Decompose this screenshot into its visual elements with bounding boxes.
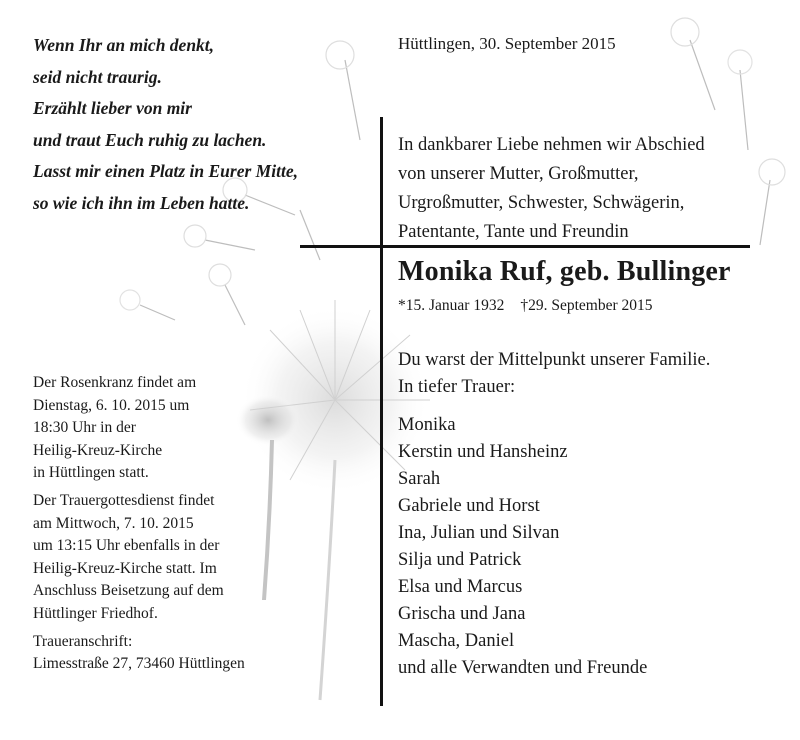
family-member: Grischa und Jana xyxy=(398,604,526,624)
rosary-line: Heilig-Kreuz-Kirche xyxy=(33,441,163,459)
family-member: Elsa und Marcus xyxy=(398,577,523,597)
rosary-line: Dienstag, 6. 10. 2015 um xyxy=(33,396,190,414)
funeral-line: um 13:15 Uhr ebenfalls in der xyxy=(33,537,220,555)
family-member: Silja und Patrick xyxy=(398,550,522,570)
rosary-line: Der Rosenkranz findet am xyxy=(33,374,197,391)
mourning-text xyxy=(398,347,710,400)
intro-line: In dankbarer Liebe nehmen wir Abschied xyxy=(398,135,705,155)
poem-line: Wenn Ihr an mich denkt, xyxy=(33,35,215,55)
rosary-line: in Hüttlingen statt. xyxy=(33,464,149,482)
family-member: Ina, Julian und Silvan xyxy=(398,523,560,543)
family-member: Gabriele und Horst xyxy=(398,496,540,516)
intro-line: von unserer Mutter, Großmutter, xyxy=(398,164,639,184)
life-dates xyxy=(398,297,653,315)
poem-line: Lasst mir einen Platz in Eurer Mitte, xyxy=(33,161,298,182)
poem-line: so wie ich ihn im Leben hatte. xyxy=(33,192,250,213)
family-member: Monika xyxy=(398,415,456,435)
poem-line: Erzählt lieber von mir xyxy=(33,98,192,119)
address-block xyxy=(33,631,245,676)
family-member: und alle Verwandten und Freunde xyxy=(398,658,648,678)
funeral-line: Hüttlinger Friedhof. xyxy=(33,604,158,622)
place-date: Hüttlingen, 30. September 2015 xyxy=(398,34,616,53)
poem xyxy=(33,30,298,220)
cross-vertical-bar xyxy=(380,117,383,706)
mourning-line: In tiefer Trauer: xyxy=(398,376,516,397)
family-member: Kerstin und Hansheinz xyxy=(398,442,568,462)
farewell-intro xyxy=(398,131,705,247)
funeral-line: Der Trauergottesdienst findet xyxy=(33,491,215,509)
birth-date: *15. Januar 1932 xyxy=(398,297,505,314)
poem-line: seid nicht traurig. xyxy=(33,66,162,87)
family-list xyxy=(398,412,647,682)
mourning-line: Du warst der Mittelpunkt unserer Familie. xyxy=(398,350,711,370)
funeral-line: Heilig-Kreuz-Kirche statt. Im xyxy=(33,559,217,577)
poem-line: und traut Euch ruhig zu lachen. xyxy=(33,129,267,150)
funeral-line: Anschluss Beisetzung auf dem xyxy=(33,582,224,600)
intro-line: Patentante, Tante und Freundin xyxy=(398,222,629,242)
address-line: Limesstraße 27, 73460 Hüttlingen xyxy=(33,655,245,673)
death-date: †29. September 2015 xyxy=(520,297,653,314)
funeral-block xyxy=(33,490,245,626)
family-member: Sarah xyxy=(398,469,441,489)
rosary-line: 18:30 Uhr in der xyxy=(33,419,136,437)
service-info xyxy=(33,372,245,676)
intro-line: Urgroßmutter, Schwester, Schwägerin, xyxy=(398,193,685,213)
family-member: Mascha, Daniel xyxy=(398,631,515,651)
funeral-line: am Mittwoch, 7. 10. 2015 xyxy=(33,514,194,532)
deceased-name: Monika Ruf, geb. Bullinger xyxy=(398,256,731,287)
address-label: Traueranschrift: xyxy=(33,632,133,650)
rosary-block xyxy=(33,372,245,485)
